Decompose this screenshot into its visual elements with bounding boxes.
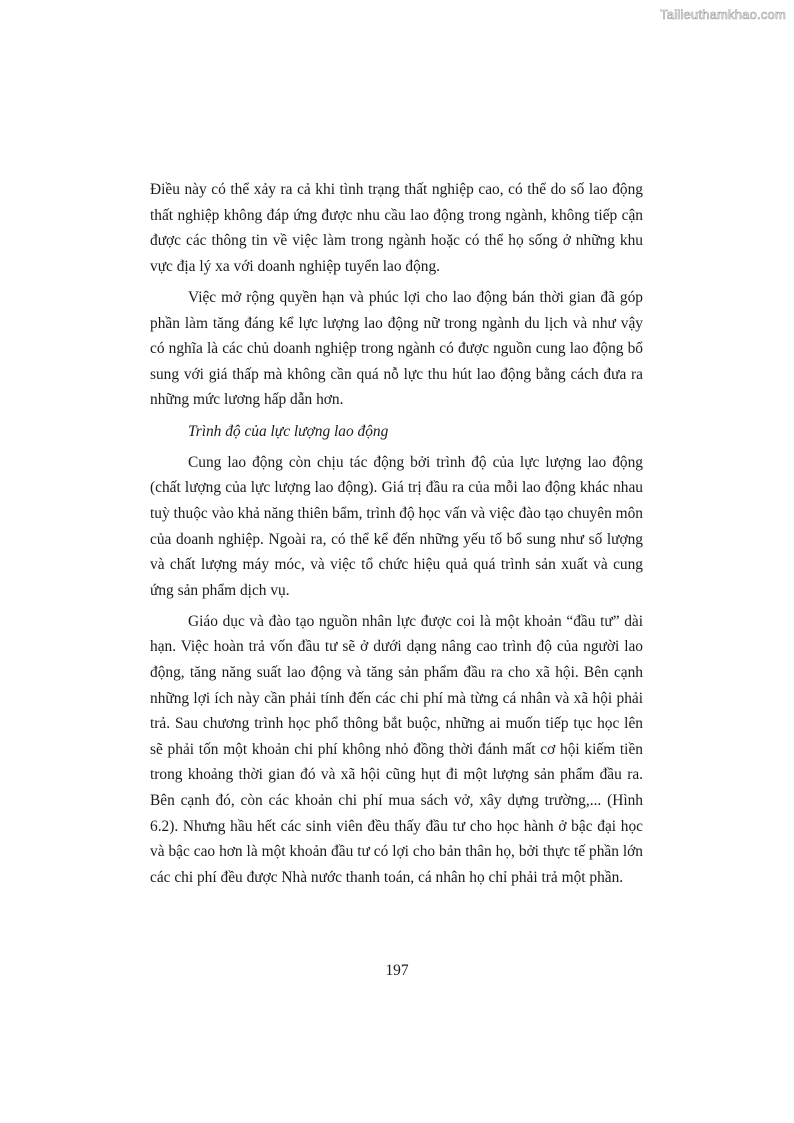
- paragraph-1: Điều này có thể xảy ra cả khi tình trạng thất nghiệp cao, có thể do số lao động thất nghiệp không đáp ứng được nhu cầu lao động trong ngành, không tiếp cận được các thông tin về việc làm trong ngành hoặc có thể họ sống ở những khu vực địa lý xa với doanh nghiệp tuyển lao động.: [150, 181, 643, 275]
- paragraph-3: Cung lao động còn chịu tác động bởi trình độ của lực lượng lao động (chất lượng của lực lượng lao động). Giá trị đầu ra của mỗi lao động khác nhau tuỳ thuộc vào khả năng thiên bẩm, trình độ học vấn và việc đào tạo chuyên môn của doanh nghiệp. Ngoài ra, có thể kể đến những yếu tố bổ sung như số lượng và chất lượng máy móc, và việc tổ chức hiệu quả quá trình sản xuất và cung ứng sản phẩm dịch vụ.: [150, 453, 643, 599]
- watermark: Tailieuthamkhao.com: [660, 7, 786, 22]
- section-heading: Trình độ của lực lượng lao động: [188, 422, 389, 440]
- paragraph-4: Giáo dục và đào tạo nguồn nhân lực được coi là một khoản “đầu tư” dài hạn. Việc hoàn trả vốn đầu tư sẽ ở dưới dạng nâng cao trình độ của người lao động, tăng năng suất lao động và tăng sản phẩm đầu ra cho xã hội. Bên cạnh những lợi ích này cần phải tính đến các chi phí mà từng cá nhân và xã hội phải trả. Sau chương trình học phổ thông bắt buộc, những ai muốn tiếp tục học lên sẽ phải tốn một khoản chi phí không nhỏ đồng thời đánh mất cơ hội kiếm tiền trong khoảng thời gian đó và xã hội cũng hụt đi một lượng sản phẩm đầu ra. Bên cạnh đó, còn các khoản chi phí mua sách vở, xây dựng trường,... (Hình 6.2). Nhưng hầu hết các sinh viên đều thấy đầu tư cho học hành ở bậc đại học và bậc cao hơn là một khoản đầu tư có lợi cho bản thân họ, bởi thực tế phần lớn các chi phí đều được Nhà nước thanh toán, cá nhân họ chỉ phải trả một phần.: [150, 612, 643, 886]
- paragraph-2: Việc mở rộng quyền hạn và phúc lợi cho lao động bán thời gian đã góp phần làm tăng đáng kể lực lượng lao động nữ trong ngành du lịch và như vậy có nghĩa là các chủ doanh nghiệp trong ngành có được nguồn cung lao động bổ sung với giá thấp mà không cần quá nỗ lực thu hút lao động bằng cách đưa ra những mức lương hấp dẫn hơn.: [150, 288, 643, 409]
- page-number: 197: [385, 962, 409, 979]
- page-body: [150, 177, 643, 896]
